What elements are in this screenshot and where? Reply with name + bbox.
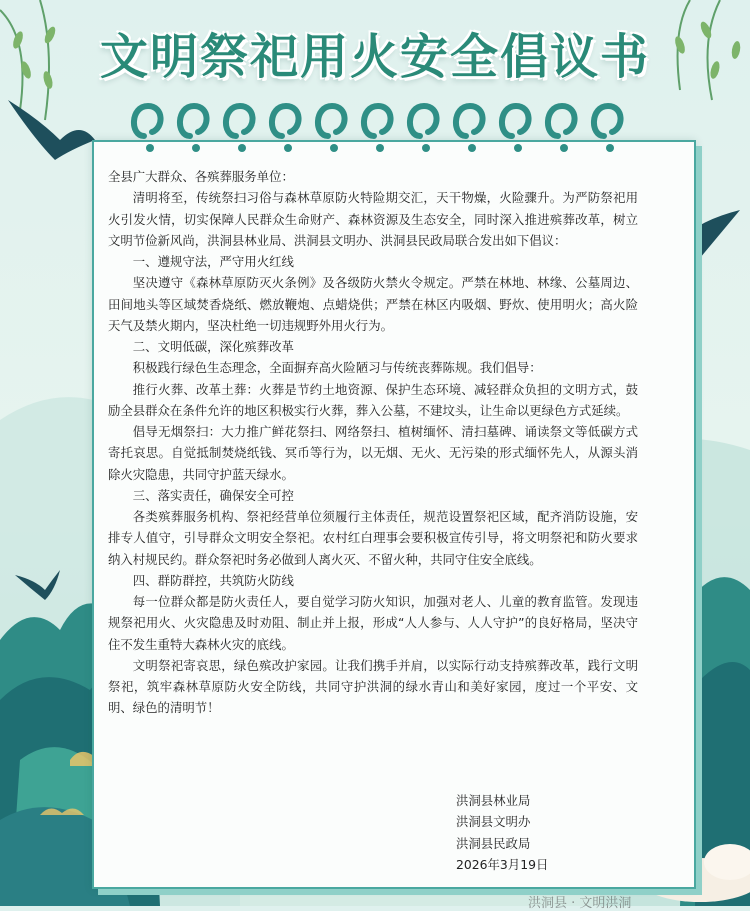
section-2-body-2: 推行火葬、改革土葬：火葬是节约土地资源、保护生态环境、减轻群众负担的文明方式，鼓励全县群众在条件允许的地区积极实行火葬，葬入公墓，不建坟头，让生命以更绿色方式延续。 <box>108 381 638 418</box>
spiral-ring-icon <box>364 106 391 136</box>
letter-body <box>108 166 638 719</box>
swallow-bird-icon <box>8 100 95 160</box>
section-2-body-3: 倡导无烟祭扫：大力推广鲜花祭扫、网络祭扫、植树缅怀、清扫墓碑、诵读祭文等低碳方式寄托哀思。自觉抵制焚烧纸钱、冥币等行为，以无烟、无火、无污染的形式缅怀先人，从源头消除火灾隐患，共同守护蓝天绿水。 <box>108 424 638 482</box>
spiral-ring-icon <box>594 106 621 136</box>
spiral-ring-icon <box>548 106 575 136</box>
section-2-heading: 二、文明低碳，深化殡葬改革 <box>132 339 294 354</box>
closing-paragraph: 文明祭祀寄哀思，绿色殡改护家园。让我们携手并肩，以实际行动支持殡葬改革，践行文明祭祀，筑牢森林草原防火安全防线，共同守护洪洞的绿水青山和美好家园，度过一个平安、文明、绿色的清明节！ <box>108 657 638 716</box>
spiral-ring-icon <box>272 106 299 136</box>
section-3-heading: 三、落实责任，确保安全可控 <box>132 487 294 503</box>
spiral-ring-icon <box>456 106 483 136</box>
spiral-ring-icon <box>226 106 253 136</box>
section-3-body: 各类殡葬服务机构、祭祀经营单位须履行主体责任，规范设置祭祀区域，配齐消防设施，安排专人值守，引导群众文明安全祭祀。农村红白理事会要积极宣传引导，将文明祭祀和防火要求纳入村规民约。群众祭祀时务必做到人离火灭、不留火种，共同守住安全底线。 <box>108 509 638 567</box>
spiral-ring-icon <box>410 106 437 136</box>
section-4-heading: 四、群防群控，共筑防火防线 <box>132 572 294 588</box>
signature-org-3: 洪洞县民政局 <box>456 835 531 851</box>
section-4-body: 每一位群众都是防火责任人，要自觉学习防火知识，加强对老人、儿童的教育监管。发现违规祭祀用火、火灾隐患及时劝阻、制止并上报，形成“人人参与、人人守护”的良好格局，坚决守住不发生重特大森林火灾的底线。 <box>108 594 638 652</box>
section-1-body: 坚决遵守《森林草原防灭火条例》及各级防火禁火令规定。严禁在林地、林缘、公墓周边、田间地头等区域焚香烧纸、燃放鞭炮、点蜡烧供；严禁在林区内吸烟、野炊、使用明火；高火险天气及禁火期内，坚决杜绝一切违规野外用火行为。 <box>108 275 638 333</box>
spiral-ring-icon <box>180 106 207 136</box>
spiral-ring-icon <box>134 106 161 136</box>
salutation: 全县广大群众、各殡葬服务单位： <box>108 169 294 184</box>
signature-date: 2026年3月19日 <box>456 856 549 872</box>
section-1-heading: 一、遵规守法，严守用火红线 <box>132 254 294 269</box>
signature-block <box>456 790 548 875</box>
spiral-ring-icon <box>502 106 529 136</box>
spiral-binding <box>130 96 650 160</box>
watermark: 洪洞县 · 文明洪洞 <box>528 896 632 911</box>
signature-org-2: 洪洞县文明办 <box>456 814 531 830</box>
intro-paragraph: 清明将至，传统祭扫习俗与森林草原防火特险期交汇，天干物燥，火险骤升。为严防祭祀用火引发火情，切实保障人民群众生命财产、森林资源及生态安全，同时深入推进殡葬改革，树立文明节俭新风尚，洪洞县林业局、洪洞县文明办、洪洞县民政局联合发出如下倡议： <box>108 190 638 248</box>
page-title: 文明祭祀用火安全倡议书 <box>99 29 650 85</box>
signature-org-1: 洪洞县林业局 <box>456 793 531 808</box>
section-2-body-1: 积极践行绿色生态理念，全面摒弃高火险陋习与传统丧葬陈规。我们倡导： <box>132 360 542 376</box>
spiral-ring-icon <box>318 106 345 136</box>
